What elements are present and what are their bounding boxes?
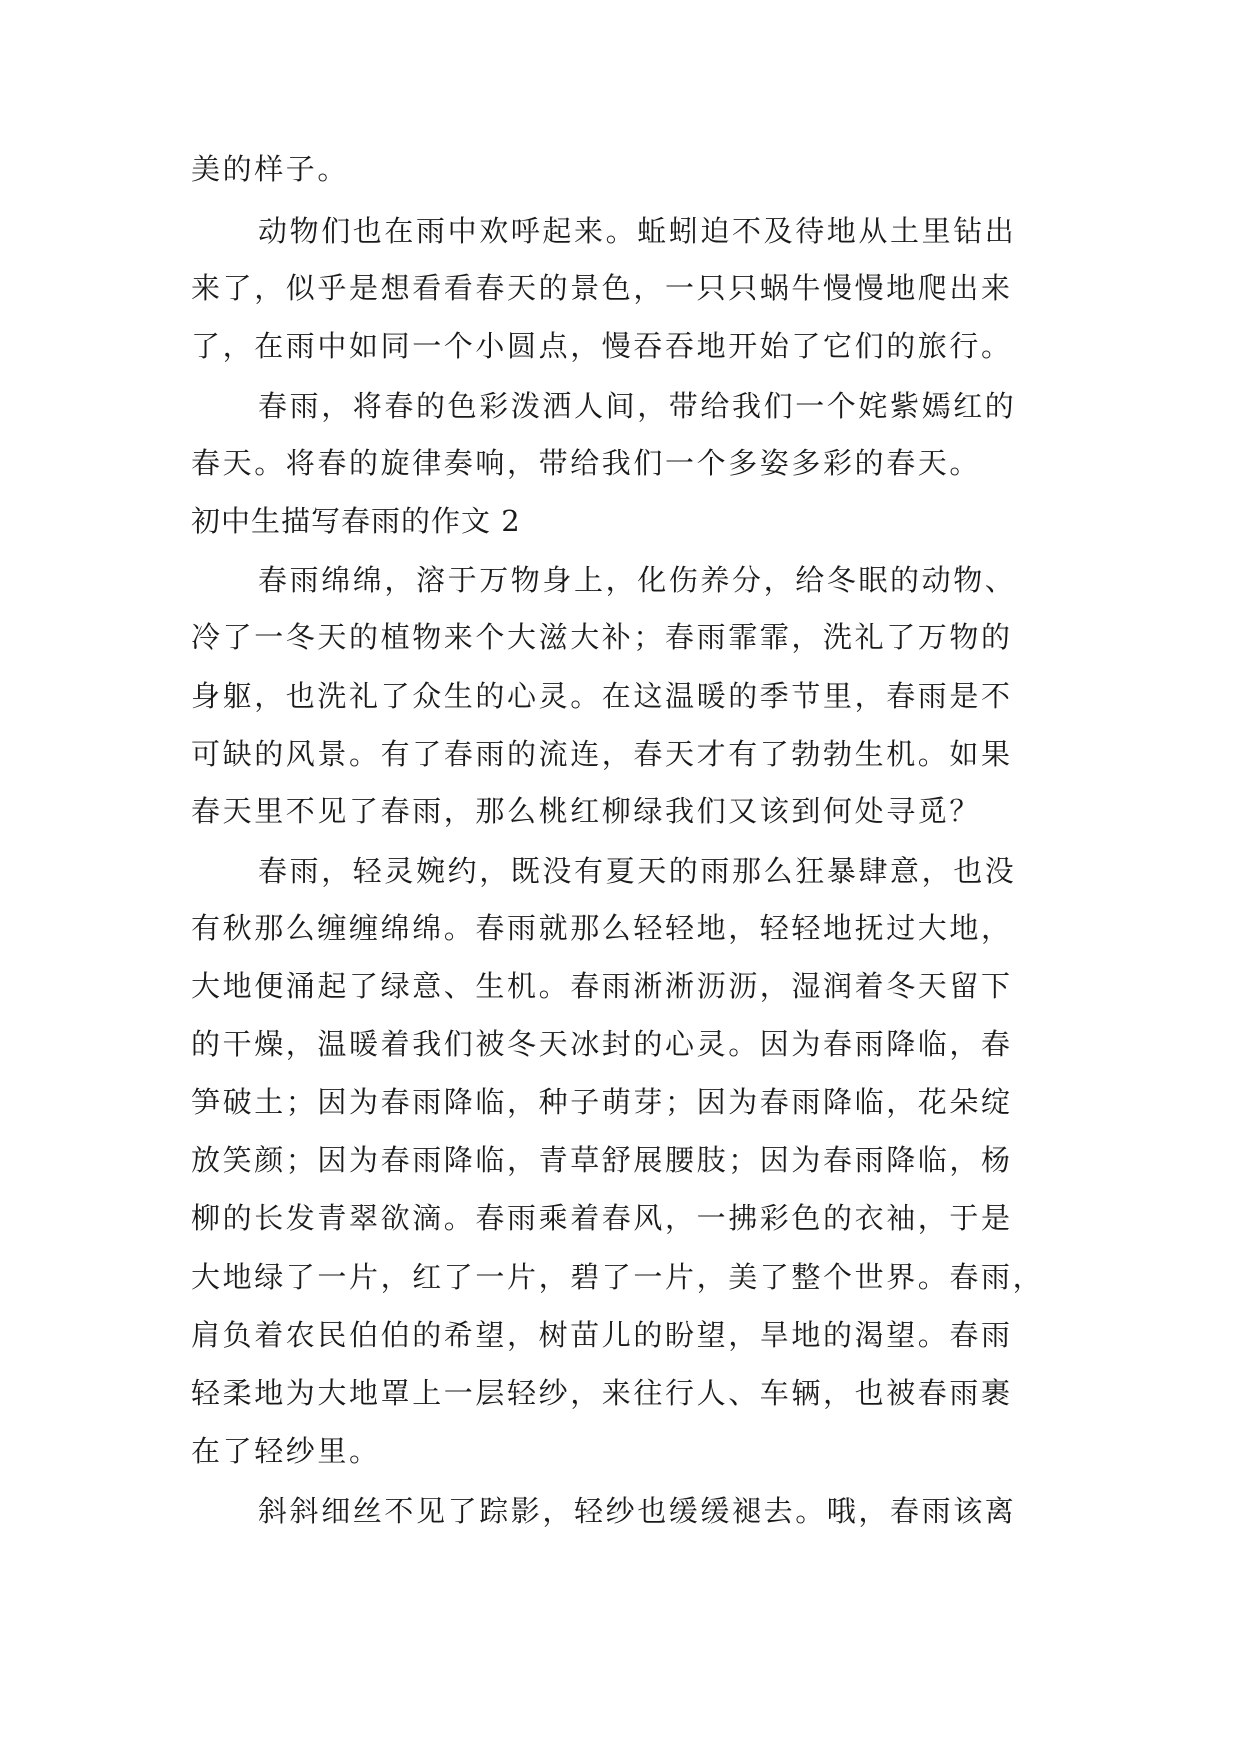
- text-line: 在了轻纱里。: [191, 1434, 381, 1468]
- text-line: 春雨，将春的色彩泼洒人间，带给我们一个姹紫嫣红的: [258, 389, 1017, 423]
- text-line: 身躯，也洗礼了众生的心灵。在这温暖的季节里，春雨是不: [191, 679, 1013, 713]
- text-line: 动物们也在雨中欢呼起来。蚯蚓迫不及待地从土里钻出: [258, 214, 1017, 248]
- text-line: 放笑颜；因为春雨降临，青草舒展腰肢；因为春雨降临，杨: [191, 1143, 1013, 1177]
- text-line: 斜斜细丝不见了踪影，轻纱也缓缓褪去。哦，春雨该离: [258, 1494, 1017, 1528]
- section-title: 初中生描写春雨的作文 2: [191, 504, 521, 538]
- text-line: 的干燥，温暖着我们被冬天冰封的心灵。因为春雨降临，春: [191, 1027, 1013, 1061]
- text-line: 笋破土；因为春雨降临，种子萌芽；因为春雨降临，花朵绽: [191, 1085, 1013, 1119]
- text-line: 春天里不见了春雨，那么桃红柳绿我们又该到何处寻觅？: [191, 794, 982, 828]
- text-line: 春天。将春的旋律奏响，带给我们一个多姿多彩的春天。: [191, 446, 982, 480]
- text-line: 美的样子。: [191, 152, 350, 186]
- text-line: 有秋那么缠缠绵绵。春雨就那么轻轻地，轻轻地抚过大地，: [191, 911, 1013, 945]
- text-line: 可缺的风景。有了春雨的流连，春天才有了勃勃生机。如果: [191, 737, 1013, 771]
- text-line: 了，在雨中如同一个小圆点，慢吞吞地开始了它们的旅行。: [191, 329, 1013, 363]
- text-line: 来了，似乎是想看看春天的景色，一只只蜗牛慢慢地爬出来: [191, 271, 1013, 305]
- text-line: 大地绿了一片，红了一片，碧了一片，美了整个世界。春雨，: [191, 1260, 1045, 1294]
- text-line: 冷了一冬天的植物来个大滋大补；春雨霏霏，洗礼了万物的: [191, 620, 1013, 654]
- text-line: 大地便涌起了绿意、生机。春雨淅淅沥沥，湿润着冬天留下: [191, 969, 1013, 1003]
- text-line: 柳的长发青翠欲滴。春雨乘着春风，一拂彩色的衣袖，于是: [191, 1201, 1013, 1235]
- text-line: 肩负着农民伯伯的希望，树苗儿的盼望，旱地的渴望。春雨: [191, 1318, 1013, 1352]
- text-line: 春雨绵绵，溶于万物身上，化伤养分，给冬眠的动物、: [258, 563, 1017, 597]
- text-line: 春雨，轻灵婉约，既没有夏天的雨那么狂暴肆意，也没: [258, 854, 1017, 888]
- text-line: 轻柔地为大地罩上一层轻纱，来往行人、车辆，也被春雨裹: [191, 1376, 1013, 1410]
